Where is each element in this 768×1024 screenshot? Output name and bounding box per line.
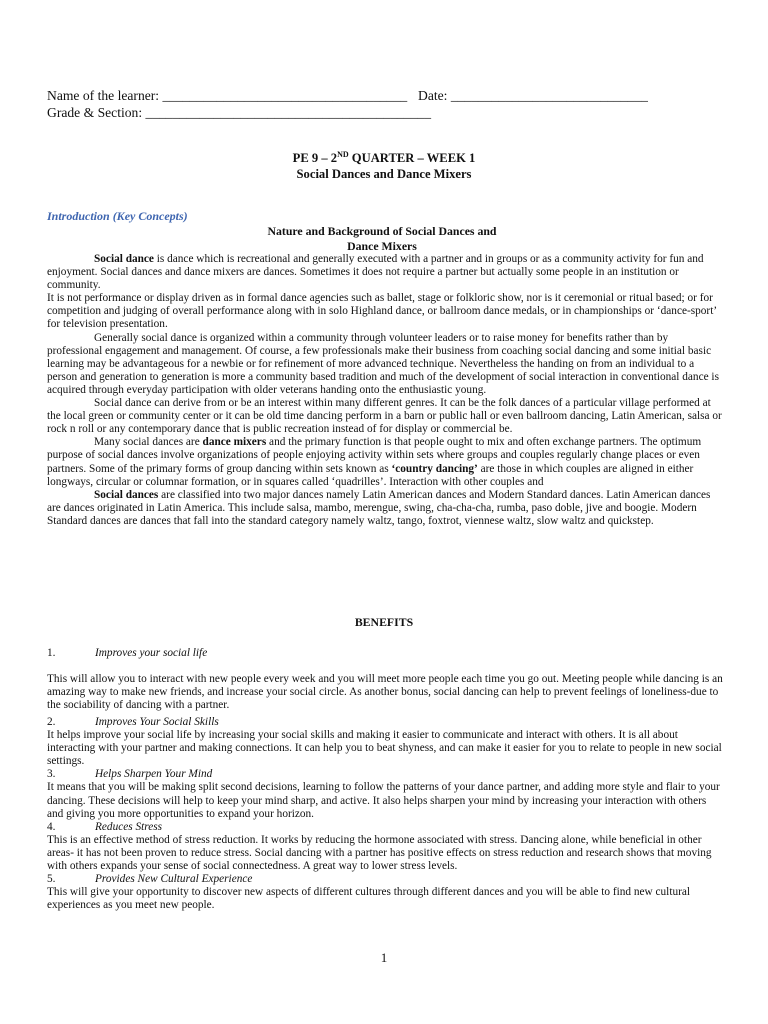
- benefit-text: This is an effective method of stress reduction. It works by reducing the hormone associated with stress. Dancing alone, while beneficial in other areas- it has not been proven to reduce stress. Social dancing with a partner has positive effects on stress reduction and research shows that moving with others expands your sense of social connectedness. A great way to lower stress levels.: [47, 833, 712, 873]
- page-title: [0, 150, 768, 167]
- benefit-1: [47, 647, 723, 660]
- paragraph-dance-mixers: [47, 436, 723, 488]
- title-superscript: ND: [337, 149, 349, 159]
- section-heading: [232, 224, 532, 254]
- learner-name-field: Name of the learner: ____________________________________: [47, 88, 408, 103]
- paragraph-classification: [47, 489, 723, 528]
- benefit-number: 4.: [47, 820, 56, 833]
- term-dance-mixers: dance mixers: [202, 436, 267, 449]
- benefit-number: 2.: [47, 716, 56, 728]
- term-social-dances: Social dances: [94, 488, 159, 501]
- paragraph-text: and the primary function is that people ought to mix and often exchange partners. The optimum purpose of social dances involve organizations of people enjoying activity within sets where groups and couples regularly change places or even partners. Some of the primary forms of group dancing within sets known as: [47, 436, 702, 475]
- benefit-text: It means that you will be making split second decisions, learning to follow the patterns of your dance partner, and adding more style and flair to your dancing. These decisions will help to keep your mind sharp, and active. It also helps sharpen your mind by increasing your interaction with others and giving you more opportunities to expand your horizon.: [47, 781, 720, 820]
- section-heading-line-1: Nature and Background of Social Dances and: [267, 224, 497, 238]
- intro-heading: Introduction (Key Concepts): [47, 209, 188, 223]
- benefit-number: 1.: [47, 647, 56, 659]
- benefit-title: [47, 716, 723, 729]
- benefits-list: [47, 716, 723, 912]
- benefit-title-text: Provides New Cultural Experience: [95, 873, 253, 886]
- benefit-text: It helps improve your social life by increasing your social skills and making it easier to communicate and interact with others. It is all about interacting with your partner and making connections. It can help you to beat shyness, and can make it easier for you to relate to people in new social settings.: [47, 729, 722, 768]
- body-text: [47, 253, 723, 528]
- paragraph-not-performance: It is not performance or display driven as in formal dance agencies such as ballet, stage or folkloric show, nor is it ceremonial or ritual based; or for competition and judging of overall performance along with in solo Highland dance, or ballroom dance medals, or in championships or ‘dance-sport’ for television presentation.: [47, 292, 717, 331]
- section-heading-line-2: Dance Mixers: [347, 239, 417, 253]
- benefit-title: [47, 821, 723, 834]
- benefit-text: This will allow you to interact with new people every week and you will meet more people each time you go out. Meeting people while dancing is an amazing way to make new friends, and increase your social circle. As another bonus, social dancing can help to prevent feelings of loneliness-due to the sociability of dancing with a partner.: [47, 673, 723, 712]
- benefit-text: This will give your opportunity to discover new aspects of different cultures through different dances and you will be able to find new cultural experiences as you meet new people.: [47, 886, 691, 912]
- benefit-title: [47, 768, 723, 781]
- paragraph-text: are classified into two major dances namely Latin American dances and Modern Standard dances. Latin American dances are dances originated in Latin America. This include salsa, mambo, merengue, swing, cha-cha-cha, rumba, paso doble, jive and boogie. Modern Standard dances are dances that fall into the standard category namely waltz, tango, foxtrot, viennese waltz, slow waltz and quickstep.: [47, 488, 711, 527]
- benefit-title-text: Improves your social life: [95, 647, 208, 659]
- benefits-heading: BENEFITS: [354, 615, 414, 629]
- benefit-number: 3.: [47, 768, 56, 781]
- paragraph-organized: Generally social dance is organized within a community through volunteer leaders or to raise money for benefits rather than by professional engagement and management. Of course, a few professionals make their business from coaching social dancing and some initial basic learning may be advantageous for a newbie or for refinement of more advanced technique. Nevertheless the handing on from an individual to a person and generation to generation is more a community based tradition and much of the development of social interaction in conventional dance is acquired through everyday participation with older veterans handing onto the enthusiastic young.: [47, 331, 719, 396]
- paragraph-text: Many social dances are: [94, 436, 203, 449]
- benefit-title-text: Improves Your Social Skills: [95, 716, 219, 728]
- paragraph-genres: Social dance can derive from or be an interest within many different genres. It can be the folk dances of a particular village performed at the local green or community center or it can be old time dancing perform in a barn or public hall or even ballroom dancing, Latin American, salsa or rock n roll or any contemporary dance that is public recreation instead of for display or commercial be.: [47, 397, 722, 436]
- benefit-title: [47, 873, 723, 886]
- title-part-a: PE 9 – 2: [292, 151, 338, 165]
- term-social-dance: Social dance: [94, 253, 154, 265]
- paragraph-text: are those in which couples are aligned in either longways, circular or columnar formation, or in squares called ‘quadrilles’. Interaction with other couples and: [47, 462, 694, 488]
- benefit-number: 5.: [47, 873, 56, 886]
- grade-section-field: Grade & Section: __________________________________________: [47, 105, 431, 120]
- benefit-title-text: Reduces Stress: [95, 820, 163, 833]
- benefit-1-body: [47, 673, 723, 712]
- page-subtitle: Social Dances and Dance Mixers: [296, 167, 472, 181]
- paragraph-text: is dance which is recreational and generally executed with a partner and in groups or as a community activity for fun and enjoyment. Social dances and dance mixers are dances. Sometimes it does not require a partner but actually some people in an institution or community.: [47, 253, 704, 292]
- title-part-b: QUARTER – WEEK 1: [348, 151, 476, 165]
- date-field: Date: _____________________________: [418, 88, 648, 103]
- benefit-title-text: Helps Sharpen Your Mind: [95, 768, 213, 781]
- paragraph-social-dance: [47, 253, 723, 292]
- benefit-title: [47, 647, 723, 660]
- page-number: 1: [380, 950, 388, 965]
- term-country-dancing: ‘country dancing’: [391, 462, 478, 475]
